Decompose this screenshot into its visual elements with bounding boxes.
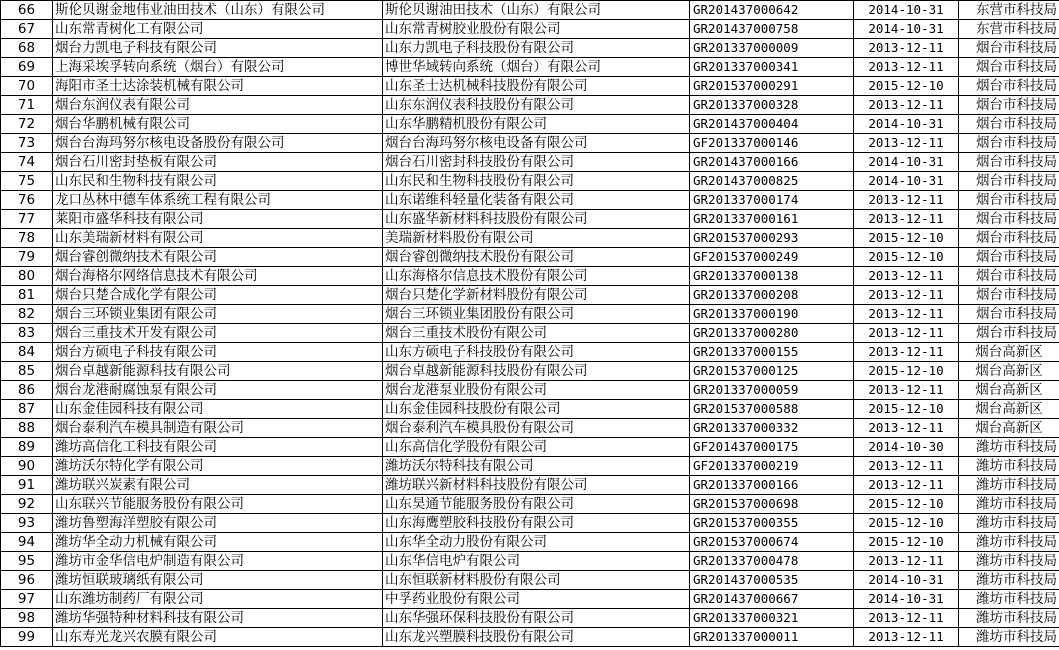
old-company-name-cell[interactable]: 烟台方硕电子科技有限公司: [53, 343, 383, 362]
old-company-name-cell[interactable]: 龙口丛林中德车体系统工程有限公司: [53, 191, 383, 210]
issue-date-cell[interactable]: 2013-12-11: [854, 419, 959, 438]
row-number-cell[interactable]: 95: [1, 552, 53, 571]
row-number-cell[interactable]: 96: [1, 571, 53, 590]
table-row: [1, 609, 1059, 628]
issue-date-cell[interactable]: 2014-10-31: [854, 571, 959, 590]
old-company-name-cell[interactable]: 潍坊恒联玻璃纸有限公司: [53, 571, 383, 590]
new-company-name-cell[interactable]: 山东诺维科轻量化装备有限公司: [383, 191, 690, 210]
new-company-name-cell[interactable]: 山东华全动力股份有限公司: [383, 533, 690, 552]
issue-date-cell[interactable]: 2014-10-31: [854, 590, 959, 609]
certificate-number-cell[interactable]: GR201337000138: [690, 267, 854, 286]
certificate-number-cell[interactable]: GR201537000355: [690, 514, 854, 533]
issue-date-cell[interactable]: 2014-10-31: [854, 20, 959, 39]
department-cell[interactable]: 烟台市科技局: [959, 191, 1059, 210]
row-number-cell[interactable]: 70: [1, 77, 53, 96]
table-row: [1, 39, 1059, 58]
row-number-cell[interactable]: 91: [1, 476, 53, 495]
department-cell[interactable]: 烟台高新区: [959, 343, 1059, 362]
issue-date-cell[interactable]: 2015-12-10: [854, 495, 959, 514]
certificate-number-cell[interactable]: GR201337000155: [690, 343, 854, 362]
table-row: [1, 590, 1059, 609]
row-number-cell[interactable]: 94: [1, 533, 53, 552]
old-company-name-cell[interactable]: 潍坊华全动力机械有限公司: [53, 533, 383, 552]
row-number-cell[interactable]: 89: [1, 438, 53, 457]
new-company-name-cell[interactable]: 山东华鹏精机股份有限公司: [383, 115, 690, 134]
department-cell[interactable]: 潍坊市科技局: [959, 571, 1059, 590]
table-row: [1, 153, 1059, 172]
old-company-name-cell[interactable]: 烟台石川密封垫板有限公司: [53, 153, 383, 172]
department-cell[interactable]: 烟台市科技局: [959, 77, 1059, 96]
old-company-name-cell[interactable]: 烟台卓越新能源科技有限公司: [53, 362, 383, 381]
new-company-name-cell[interactable]: 山东盛华新材料科技股份有限公司: [383, 210, 690, 229]
issue-date-cell[interactable]: 2015-12-10: [854, 514, 959, 533]
row-number-cell[interactable]: 74: [1, 153, 53, 172]
certificate-number-cell[interactable]: GR201537000674: [690, 533, 854, 552]
department-cell[interactable]: 潍坊市科技局: [959, 552, 1059, 571]
issue-date-cell[interactable]: 2013-12-11: [854, 552, 959, 571]
department-cell[interactable]: 东营市科技局: [959, 1, 1059, 20]
row-number-cell[interactable]: 87: [1, 400, 53, 419]
issue-date-cell[interactable]: 2014-10-31: [854, 115, 959, 134]
new-company-name-cell[interactable]: 潍坊联兴新材料科技股份有限公司: [383, 476, 690, 495]
certificate-number-cell[interactable]: GR201337000332: [690, 419, 854, 438]
table-row: [1, 305, 1059, 324]
certificate-number-cell[interactable]: GR201337000166: [690, 476, 854, 495]
certificate-number-cell[interactable]: GR201337000280: [690, 324, 854, 343]
row-number-cell[interactable]: 66: [1, 1, 53, 20]
department-cell[interactable]: 烟台市科技局: [959, 134, 1059, 153]
issue-date-cell[interactable]: 2014-10-30: [854, 438, 959, 457]
old-company-name-cell[interactable]: 上海采埃孚转向系统（烟台）有限公司: [53, 58, 383, 77]
certificate-number-cell[interactable]: GR201537000588: [690, 400, 854, 419]
department-cell[interactable]: 潍坊市科技局: [959, 609, 1059, 628]
old-company-name-cell[interactable]: 烟台三环锁业集团有限公司: [53, 305, 383, 324]
department-cell[interactable]: 烟台市科技局: [959, 324, 1059, 343]
issue-date-cell[interactable]: 2013-12-11: [854, 324, 959, 343]
new-company-name-cell[interactable]: 山东金佳园科技股份有限公司: [383, 400, 690, 419]
certificate-number-cell[interactable]: GR201337000328: [690, 96, 854, 115]
table-row: [1, 77, 1059, 96]
new-company-name-cell[interactable]: 烟台龙港泵业股份有限公司: [383, 381, 690, 400]
old-company-name-cell[interactable]: 烟台华鹏机械有限公司: [53, 115, 383, 134]
table-row: [1, 96, 1059, 115]
certificate-number-cell[interactable]: GR201437000667: [690, 590, 854, 609]
new-company-name-cell[interactable]: 博世华域转向系统（烟台）有限公司: [383, 58, 690, 77]
old-company-name-cell[interactable]: 山东联兴节能服务股份有限公司: [53, 495, 383, 514]
new-company-name-cell[interactable]: 山东方硕电子科技股份有限公司: [383, 343, 690, 362]
table-row: [1, 191, 1059, 210]
issue-date-cell[interactable]: 2013-12-11: [854, 343, 959, 362]
new-company-name-cell[interactable]: 中孚药业股份有限公司: [383, 590, 690, 609]
table-row: [1, 343, 1059, 362]
new-company-name-cell[interactable]: 烟台睿创微纳技术股份有限公司: [383, 248, 690, 267]
issue-date-cell[interactable]: 2013-12-11: [854, 39, 959, 58]
department-cell[interactable]: 烟台市科技局: [959, 96, 1059, 115]
new-company-name-cell[interactable]: 烟台只楚化学新材料股份有限公司: [383, 286, 690, 305]
new-company-name-cell[interactable]: 烟台三重技术股份有限公司: [383, 324, 690, 343]
old-company-name-cell[interactable]: 山东美瑞新材料有限公司: [53, 229, 383, 248]
issue-date-cell[interactable]: 2015-12-10: [854, 533, 959, 552]
table-body: [1, 1, 1059, 647]
issue-date-cell[interactable]: 2014-10-31: [854, 153, 959, 172]
row-number-cell[interactable]: 84: [1, 343, 53, 362]
table-row: [1, 628, 1059, 647]
department-cell[interactable]: 潍坊市科技局: [959, 533, 1059, 552]
certificate-number-cell[interactable]: GR201337000208: [690, 286, 854, 305]
table-row: [1, 229, 1059, 248]
new-company-name-cell[interactable]: 山东华强环保科技股份有限公司: [383, 609, 690, 628]
department-cell[interactable]: 烟台高新区: [959, 419, 1059, 438]
certificate-number-cell[interactable]: GR201537000293: [690, 229, 854, 248]
issue-date-cell[interactable]: 2013-12-11: [854, 210, 959, 229]
certificate-number-cell[interactable]: GR201337000009: [690, 39, 854, 58]
department-cell[interactable]: 烟台市科技局: [959, 248, 1059, 267]
issue-date-cell[interactable]: 2013-12-11: [854, 58, 959, 77]
old-company-name-cell[interactable]: 烟台睿创微纳技术有限公司: [53, 248, 383, 267]
row-number-cell[interactable]: 77: [1, 210, 53, 229]
old-company-name-cell[interactable]: 山东民和生物科技有限公司: [53, 172, 383, 191]
old-company-name-cell[interactable]: 莱阳市盛华科技有限公司: [53, 210, 383, 229]
department-cell[interactable]: 潍坊市科技局: [959, 438, 1059, 457]
row-number-cell[interactable]: 80: [1, 267, 53, 286]
table-row: [1, 476, 1059, 495]
issue-date-cell[interactable]: 2013-12-11: [854, 457, 959, 476]
old-company-name-cell[interactable]: 烟台只楚合成化学有限公司: [53, 286, 383, 305]
department-cell[interactable]: 烟台高新区: [959, 381, 1059, 400]
table-row: [1, 210, 1059, 229]
new-company-name-cell[interactable]: 烟台卓越新能源科技股份有限公司: [383, 362, 690, 381]
row-number-cell[interactable]: 85: [1, 362, 53, 381]
certificate-number-cell[interactable]: GR201437000642: [690, 1, 854, 20]
old-company-name-cell[interactable]: 山东寿光龙兴农膜有限公司: [53, 628, 383, 647]
issue-date-cell[interactable]: 2013-12-11: [854, 267, 959, 286]
department-cell[interactable]: 烟台市科技局: [959, 210, 1059, 229]
old-company-name-cell[interactable]: 烟台海格尔网络信息技术有限公司: [53, 267, 383, 286]
new-company-name-cell[interactable]: 潍坊沃尔特科技有限公司: [383, 457, 690, 476]
department-cell[interactable]: 烟台市科技局: [959, 229, 1059, 248]
issue-date-cell[interactable]: 2015-12-10: [854, 229, 959, 248]
certificate-number-cell[interactable]: GF201437000175: [690, 438, 854, 457]
row-number-cell[interactable]: 90: [1, 457, 53, 476]
new-company-name-cell[interactable]: 山东恒联新材料股份有限公司: [383, 571, 690, 590]
new-company-name-cell[interactable]: 烟台泰利汽车模具股份有限公司: [383, 419, 690, 438]
issue-date-cell[interactable]: 2013-12-11: [854, 286, 959, 305]
certificate-number-cell[interactable]: GR201437000404: [690, 115, 854, 134]
old-company-name-cell[interactable]: 烟台力凯电子科技有限公司: [53, 39, 383, 58]
old-company-name-cell[interactable]: 潍坊华强特种材料科技有限公司: [53, 609, 383, 628]
certificate-number-cell[interactable]: GR201337000174: [690, 191, 854, 210]
old-company-name-cell[interactable]: 烟台泰利汽车模具制造有限公司: [53, 419, 383, 438]
issue-date-cell[interactable]: 2013-12-11: [854, 609, 959, 628]
issue-date-cell[interactable]: 2014-10-31: [854, 1, 959, 20]
table-row: [1, 324, 1059, 343]
department-cell[interactable]: 东营市科技局: [959, 20, 1059, 39]
table-row: [1, 457, 1059, 476]
new-company-name-cell[interactable]: 山东高信化学股份有限公司: [383, 438, 690, 457]
table-row: [1, 134, 1059, 153]
new-company-name-cell[interactable]: 山东龙兴塑膜科技股份有限公司: [383, 628, 690, 647]
table-row: [1, 552, 1059, 571]
old-company-name-cell[interactable]: 烟台台海玛努尔核电设备股份有限公司: [53, 134, 383, 153]
table-row: [1, 20, 1059, 39]
certificate-number-cell[interactable]: GR201437000166: [690, 153, 854, 172]
row-number-cell[interactable]: 99: [1, 628, 53, 647]
department-cell[interactable]: 烟台市科技局: [959, 58, 1059, 77]
table-row: [1, 58, 1059, 77]
table-row: [1, 514, 1059, 533]
old-company-name-cell[interactable]: 潍坊联兴炭素有限公司: [53, 476, 383, 495]
old-company-name-cell[interactable]: 潍坊市金华信电炉制造有限公司: [53, 552, 383, 571]
old-company-name-cell[interactable]: 潍坊沃尔特化学有限公司: [53, 457, 383, 476]
table-row: [1, 419, 1059, 438]
certificate-number-cell[interactable]: GR201337000011: [690, 628, 854, 647]
certificate-number-cell[interactable]: GR201337000478: [690, 552, 854, 571]
old-company-name-cell[interactable]: 海阳市圣士达涂装机械有限公司: [53, 77, 383, 96]
table-row: [1, 571, 1059, 590]
row-number-cell[interactable]: 97: [1, 590, 53, 609]
old-company-name-cell[interactable]: 烟台东润仪表有限公司: [53, 96, 383, 115]
issue-date-cell[interactable]: 2013-12-11: [854, 381, 959, 400]
new-company-name-cell[interactable]: 山东东润仪表科技股份有限公司: [383, 96, 690, 115]
certificate-number-cell[interactable]: GR201337000190: [690, 305, 854, 324]
table-row: [1, 438, 1059, 457]
table-row: [1, 286, 1059, 305]
new-company-name-cell[interactable]: 山东华信电炉有限公司: [383, 552, 690, 571]
certificate-number-cell[interactable]: GF201337000219: [690, 457, 854, 476]
new-company-name-cell[interactable]: 山东圣士达机械科技股份有限公司: [383, 77, 690, 96]
department-cell[interactable]: 潍坊市科技局: [959, 628, 1059, 647]
row-number-cell[interactable]: 82: [1, 305, 53, 324]
department-cell[interactable]: 烟台市科技局: [959, 115, 1059, 134]
issue-date-cell[interactable]: 2015-12-10: [854, 400, 959, 419]
table-row: [1, 381, 1059, 400]
department-cell[interactable]: 潍坊市科技局: [959, 476, 1059, 495]
certificate-number-cell[interactable]: GR201337000321: [690, 609, 854, 628]
certificate-number-cell[interactable]: GR201537000698: [690, 495, 854, 514]
certificate-number-cell[interactable]: GR201437000758: [690, 20, 854, 39]
old-company-name-cell[interactable]: 山东常青树化工有限公司: [53, 20, 383, 39]
new-company-name-cell[interactable]: 山东常青树胶业股份有限公司: [383, 20, 690, 39]
certificate-number-cell[interactable]: GF201537000249: [690, 248, 854, 267]
certificate-number-cell[interactable]: GR201337000161: [690, 210, 854, 229]
issue-date-cell[interactable]: 2013-12-11: [854, 628, 959, 647]
certificate-number-cell[interactable]: GF201337000146: [690, 134, 854, 153]
row-number-cell[interactable]: 71: [1, 96, 53, 115]
department-cell[interactable]: 潍坊市科技局: [959, 495, 1059, 514]
certificate-number-cell[interactable]: GR201437000535: [690, 571, 854, 590]
issue-date-cell[interactable]: 2015-12-10: [854, 362, 959, 381]
row-number-cell[interactable]: 83: [1, 324, 53, 343]
old-company-name-cell[interactable]: 斯伦贝谢金地伟业油田技术（山东）有限公司: [53, 1, 383, 20]
old-company-name-cell[interactable]: 山东金佳园科技有限公司: [53, 400, 383, 419]
department-cell[interactable]: 潍坊市科技局: [959, 457, 1059, 476]
table-row: [1, 172, 1059, 191]
department-cell[interactable]: 烟台市科技局: [959, 286, 1059, 305]
department-cell[interactable]: 烟台市科技局: [959, 153, 1059, 172]
issue-date-cell[interactable]: 2013-12-11: [854, 191, 959, 210]
department-cell[interactable]: 烟台市科技局: [959, 39, 1059, 58]
row-number-cell[interactable]: 76: [1, 191, 53, 210]
new-company-name-cell[interactable]: 山东海鹰塑胶科技股份有限公司: [383, 514, 690, 533]
new-company-name-cell[interactable]: 山东昊通节能服务股份有限公司: [383, 495, 690, 514]
row-number-cell[interactable]: 69: [1, 58, 53, 77]
row-number-cell[interactable]: 81: [1, 286, 53, 305]
row-number-cell[interactable]: 92: [1, 495, 53, 514]
row-number-cell[interactable]: 86: [1, 381, 53, 400]
table-row: [1, 400, 1059, 419]
table-row: [1, 533, 1059, 552]
row-number-cell[interactable]: 75: [1, 172, 53, 191]
old-company-name-cell[interactable]: 烟台龙港耐腐蚀泵有限公司: [53, 381, 383, 400]
row-number-cell[interactable]: 79: [1, 248, 53, 267]
table-row: [1, 267, 1059, 286]
department-cell[interactable]: 潍坊市科技局: [959, 590, 1059, 609]
certificate-number-cell[interactable]: GR201437000825: [690, 172, 854, 191]
new-company-name-cell[interactable]: 烟台台海玛努尔核电设备有限公司: [383, 134, 690, 153]
certificate-number-cell[interactable]: GR201337000059: [690, 381, 854, 400]
department-cell[interactable]: 潍坊市科技局: [959, 514, 1059, 533]
new-company-name-cell[interactable]: 山东海格尔信息技术股份有限公司: [383, 267, 690, 286]
row-number-cell[interactable]: 88: [1, 419, 53, 438]
new-company-name-cell[interactable]: 烟台石川密封科技股份有限公司: [383, 153, 690, 172]
old-company-name-cell[interactable]: 潍坊高信化工科技有限公司: [53, 438, 383, 457]
table-row: [1, 362, 1059, 381]
table-row: [1, 248, 1059, 267]
certificate-number-cell[interactable]: GR201337000341: [690, 58, 854, 77]
table-row: [1, 115, 1059, 134]
department-cell[interactable]: 烟台市科技局: [959, 305, 1059, 324]
issue-date-cell[interactable]: 2014-10-31: [854, 172, 959, 191]
new-company-name-cell[interactable]: 斯伦贝谢油田技术（山东）有限公司: [383, 1, 690, 20]
row-number-cell[interactable]: 78: [1, 229, 53, 248]
issue-date-cell[interactable]: 2015-12-10: [854, 248, 959, 267]
issue-date-cell[interactable]: 2013-12-11: [854, 134, 959, 153]
row-number-cell[interactable]: 98: [1, 609, 53, 628]
new-company-name-cell[interactable]: 山东力凯电子科技股份有限公司: [383, 39, 690, 58]
table-row: [1, 495, 1059, 514]
department-cell[interactable]: 烟台市科技局: [959, 172, 1059, 191]
old-company-name-cell[interactable]: 山东潍坊制药厂有限公司: [53, 590, 383, 609]
old-company-name-cell[interactable]: 潍坊鲁塑海洋塑胶有限公司: [53, 514, 383, 533]
department-cell[interactable]: 烟台高新区: [959, 362, 1059, 381]
new-company-name-cell[interactable]: 烟台三环锁业集团股份有限公司: [383, 305, 690, 324]
issue-date-cell[interactable]: 2013-12-11: [854, 96, 959, 115]
issue-date-cell[interactable]: 2013-12-11: [854, 476, 959, 495]
new-company-name-cell[interactable]: 山东民和生物科技股份有限公司: [383, 172, 690, 191]
certificate-number-cell[interactable]: GR201537000125: [690, 362, 854, 381]
new-company-name-cell[interactable]: 美瑞新材料股份有限公司: [383, 229, 690, 248]
department-cell[interactable]: 烟台市科技局: [959, 267, 1059, 286]
old-company-name-cell[interactable]: 烟台三重技术开发有限公司: [53, 324, 383, 343]
row-number-cell[interactable]: 72: [1, 115, 53, 134]
row-number-cell[interactable]: 68: [1, 39, 53, 58]
table-row: [1, 1, 1059, 20]
row-number-cell[interactable]: 67: [1, 20, 53, 39]
issue-date-cell[interactable]: 2015-12-10: [854, 77, 959, 96]
row-number-cell[interactable]: 73: [1, 134, 53, 153]
row-number-cell[interactable]: 93: [1, 514, 53, 533]
certificate-number-cell[interactable]: GR201537000291: [690, 77, 854, 96]
department-cell[interactable]: 烟台高新区: [959, 400, 1059, 419]
issue-date-cell[interactable]: 2013-12-11: [854, 305, 959, 324]
